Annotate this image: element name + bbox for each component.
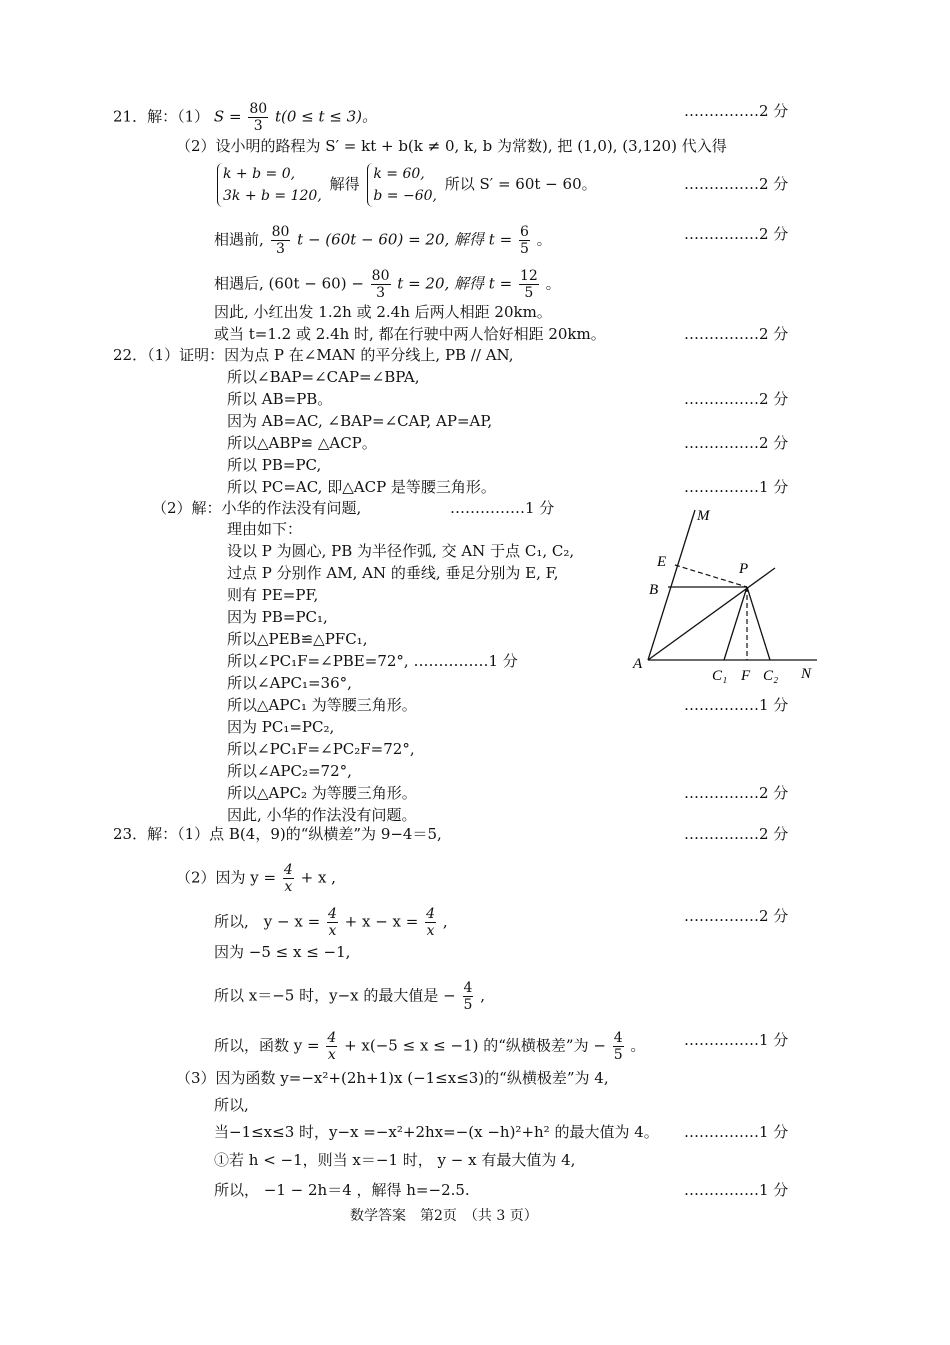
solution-line: 所以 PB=PC, <box>227 456 322 474</box>
fraction: $\frac{80}{3}$ <box>371 268 390 301</box>
q23-part1: 23．解：（1）点 B(4，9)的“纵横差”为 9−4＝5, <box>113 825 442 843</box>
label-N: N <box>801 666 812 682</box>
q23-part2-result: 所以，函数 y = $\frac{4}{x}$ + x(−5 ≤ x ≤ −1) 的“纵横极差”为 − $\frac{4}{5}$ 。 <box>214 1030 646 1063</box>
score-mark: ……………1 分 <box>684 1181 789 1199</box>
solution-line: 所以∠APC₁=36°, <box>227 674 352 692</box>
label-A: A <box>633 656 643 672</box>
fraction: $\frac{4}{x}$ <box>426 906 436 939</box>
score-mark: ……………2 分 <box>684 102 789 120</box>
score-mark: ……………2 分 <box>684 434 789 452</box>
q23-derivation: 所以, y − x = $\frac{4}{x}$ + x − x = $\frac{4}{x}$ , <box>214 906 448 939</box>
label-P: P <box>739 561 749 577</box>
page-footer: 数学答案 第2页 （共 3 页） <box>350 1208 538 1224</box>
solution-line: 设以 P 为圆心, PB 为半径作弧, 交 AN 于点 C₁, C₂, <box>227 542 575 560</box>
q23-part2-head: （2）因为 y = $\frac{4}{x}$ + x , <box>176 862 336 895</box>
solution-line: 因为 PC₁=PC₂, <box>227 718 335 736</box>
solution-line: 所以∠BAP=∠CAP=∠BPA, <box>227 368 420 386</box>
q23-part3-head: （3）因为函数 y=−x²+(2h+1)x (−1≤x≤3)的“纵横极差”为 4, <box>176 1069 609 1087</box>
label-C1: C₁ <box>712 668 728 684</box>
fraction: $\frac{80}{3}$ <box>271 224 290 257</box>
score-mark: ……………1 分 <box>684 478 789 496</box>
solution-line: 所以∠PC₁F=∠PBE=72°, ……………1 分 <box>227 652 518 670</box>
segment-PC2 <box>747 587 770 660</box>
equation-system-2: k = 60, b = −60, <box>367 163 437 207</box>
score-mark: ……………2 分 <box>684 175 789 193</box>
score-mark: ……………2 分 <box>684 390 789 408</box>
solution-line: 22．（1）证明：因为点 P 在∠MAN 的平分线上, PB // AN, <box>113 346 514 364</box>
solution-line: 所以△APC₁ 为等腰三角形。 <box>227 696 417 714</box>
score-mark: ……………2 分 <box>684 225 789 243</box>
solution-line: 所以∠PC₁F=∠PC₂F=72°, <box>227 740 415 758</box>
score-mark: ……………2 分 <box>684 907 789 925</box>
solution-line: 因为 PB=PC₁, <box>227 608 328 626</box>
q23-case1-solve: 所以， −1 − 2h＝4 ，解得 h=−2.5. <box>214 1181 470 1199</box>
score-mark: ……………2 分 <box>684 825 789 843</box>
q22-part2-head: （2）解：小华的作法没有问题, <box>152 499 362 517</box>
solution-line: 因此, 小华的作法没有问题。 <box>227 806 417 824</box>
q23-max-value: 所以 x＝−5 时，y−x 的最大值是 − $\frac{4}{5}$ , <box>214 980 485 1013</box>
solution-line: 则有 PE=PF, <box>227 586 319 604</box>
fraction: $\frac{4}{x}$ <box>283 862 293 895</box>
q21-conclusion: 因此, 小红出发 1.2h 或 2.4h 后两人相距 20km。 <box>214 303 552 321</box>
solution-line: 所以 AB=PB。 <box>227 390 333 408</box>
q21-part2-intro: （2）设小明的路程为 S′ = kt + b(k ≠ 0, k, b 为常数), 把 (1,0), (3,120) 代入得 <box>176 137 727 155</box>
solution-line: 因为 AB=AC, ∠BAP=∠CAP, AP=AP, <box>227 412 493 430</box>
solution-line: 所以∠APC₂=72°, <box>227 762 352 780</box>
q21-conclusion-alt: 或当 t=1.2 或 2.4h 时, 都在行驶中两人恰好相距 20km。 <box>214 325 606 343</box>
score-mark: ……………1 分 <box>684 1123 789 1141</box>
fraction: $\frac{6}{5}$ <box>519 224 529 257</box>
label-M: M <box>697 508 710 524</box>
q21-line1: 21．解：（1） S = $\frac{80}{3}$ t(0 ≤ t ≤ 3)。 <box>113 101 377 134</box>
fraction: $\frac{4}{x}$ <box>327 906 337 939</box>
segment-PC1 <box>724 587 747 660</box>
score-mark: ……………1 分 <box>684 1031 789 1049</box>
fraction: $\frac{4}{5}$ <box>613 1030 623 1063</box>
label-C2: C₂ <box>763 668 779 684</box>
solution-line: 过点 P 分别作 AM, AN 的垂线, 垂足分别为 E, F, <box>227 564 559 582</box>
score-mark: ……………2 分 <box>684 784 789 802</box>
geometry-figure <box>625 500 825 690</box>
fraction: $\frac{4}{x}$ <box>327 1030 337 1063</box>
score-mark: ……………1 分 <box>450 499 555 517</box>
q21-after-meet: 相遇后, (60t − 60) − $\frac{80}{3}$ t = 20, 解得 t = $\frac{12}{5}$ 。 <box>214 268 561 301</box>
solution-line: 所以 PC=AC, 即△ACP 是等腰三角形。 <box>227 478 496 496</box>
solution-line: 所以△ABP≌ △ACP。 <box>227 434 377 452</box>
score-mark: ……………1 分 <box>684 696 789 714</box>
q23-part3-so: 所以, <box>214 1096 249 1114</box>
solution-line: 所以△APC₂ 为等腰三角形。 <box>227 784 417 802</box>
fraction: $\frac{12}{5}$ <box>519 268 538 301</box>
fraction: $\frac{80}{3}$ <box>249 101 268 134</box>
q21-equation-system: k + b = 0, 3k + b = 120, 解得 k = 60, b = −60, 所以 S′ = 60t − 60。 <box>214 163 597 207</box>
q23-range: 因为 −5 ≤ x ≤ −1, <box>214 943 351 961</box>
q21-before-meet: 相遇前, $\frac{80}{3}$ t − (60t − 60) = 20, 解得 t = $\frac{6}{5}$ 。 <box>214 224 552 257</box>
fraction: $\frac{4}{5}$ <box>463 980 473 1013</box>
solution-line: 理由如下： <box>227 520 303 538</box>
equation-system-1: k + b = 0, 3k + b = 120, <box>217 163 322 207</box>
label-B: B <box>649 582 659 598</box>
q23-case1: ①若 h < −1，则当 x＝−1 时， y − x 有最大值为 4, <box>214 1151 576 1169</box>
q23-part3-max: 当−1≤x≤3 时，y−x =−x²+2hx=−(x −h)²+h² 的最大值为 4。 <box>214 1123 659 1141</box>
label-F: F <box>741 668 751 684</box>
score-mark: ……………2 分 <box>684 325 789 343</box>
solution-line: 所以△PEB≌△PFC₁, <box>227 630 368 648</box>
label-E: E <box>657 554 667 570</box>
segment-EP <box>675 565 747 587</box>
